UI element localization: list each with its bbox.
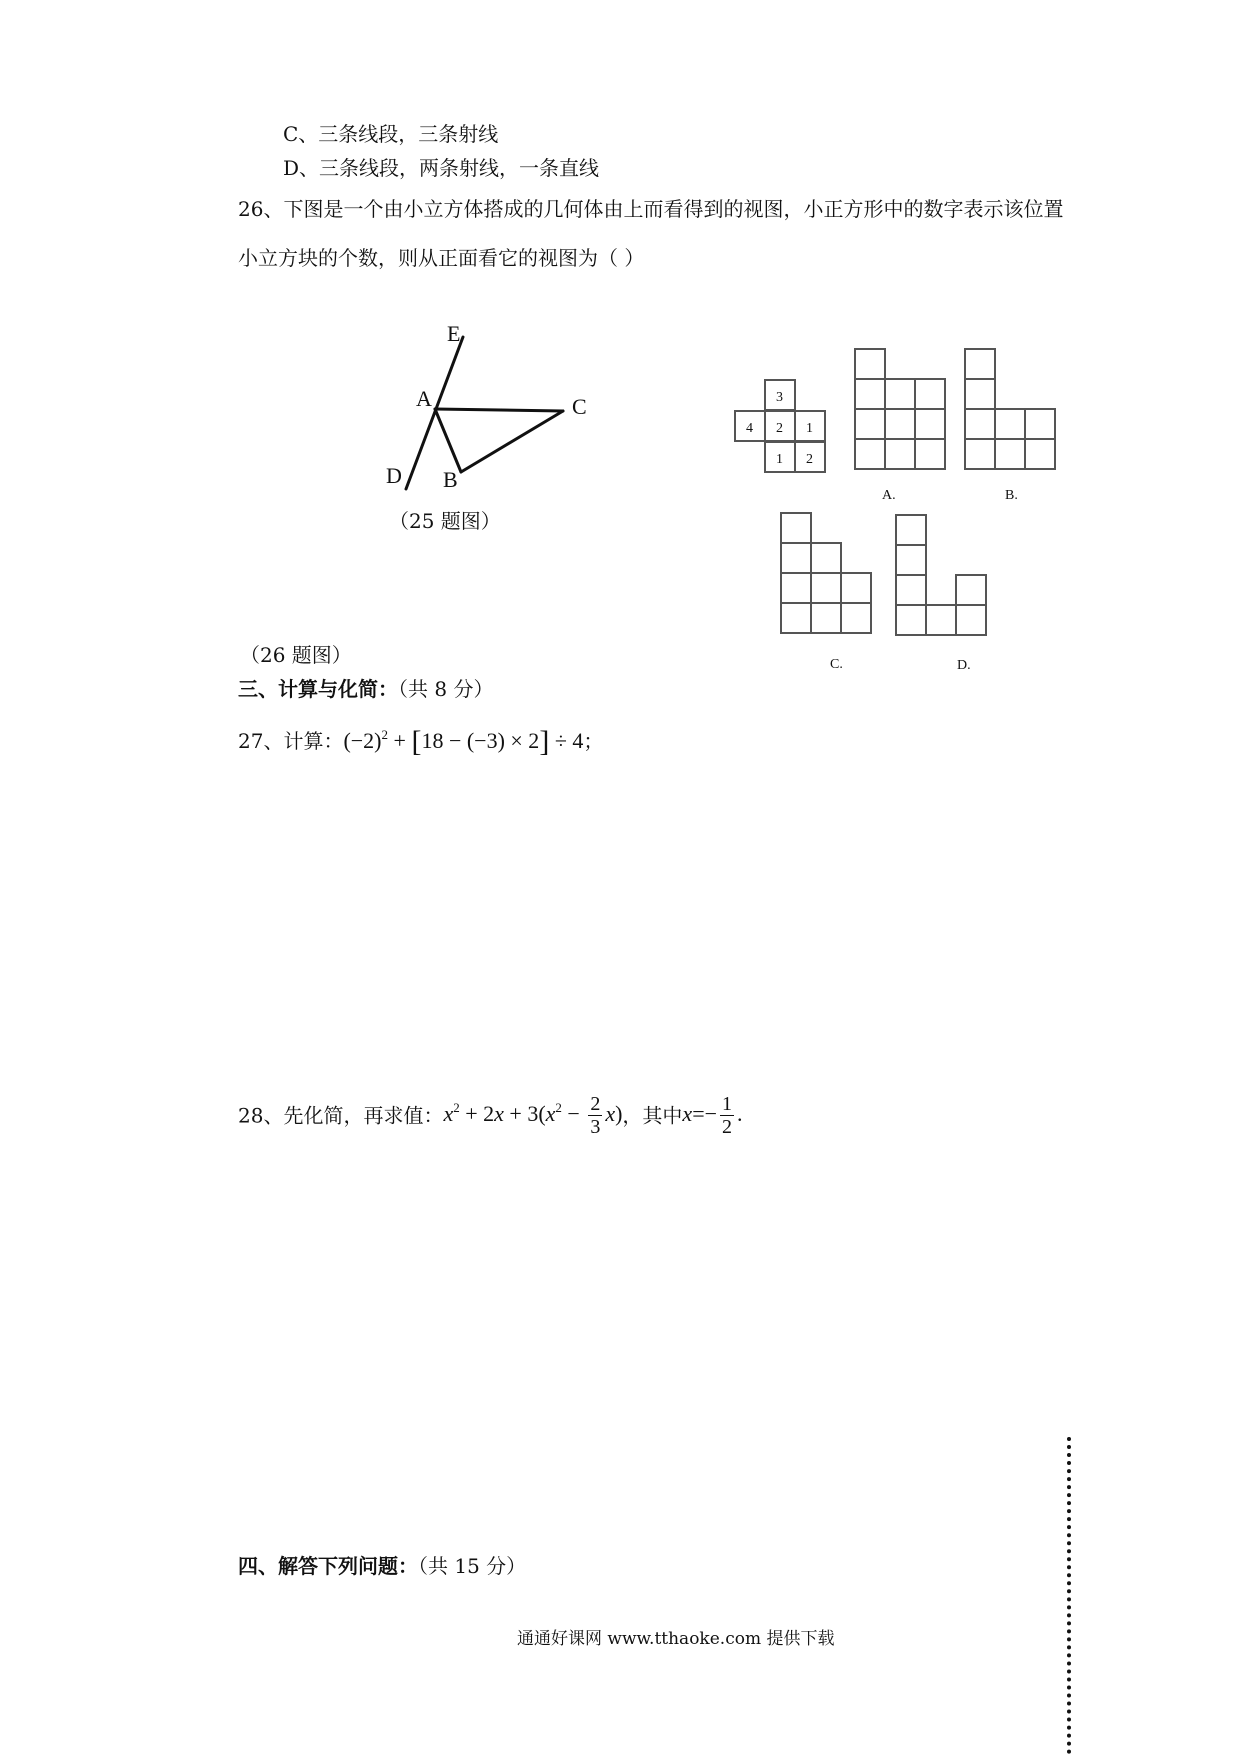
expr-part: + 3( [503,1100,546,1126]
expr-part: + 2 [459,1100,495,1126]
question-28-prefix: 28、先化简，再求值： [238,1103,444,1128]
option-d: D、三条线段，两条射线，一条直线 [283,156,600,180]
section-4-heading [238,1554,526,1578]
var-x: x [443,1100,454,1126]
expr-base: (−2) [343,728,382,753]
var-x: x [545,1100,556,1126]
period: . [737,1100,743,1126]
fraction-two-thirds [588,1093,602,1138]
question-26-line2: 小立方块的个数，则从正面看它的视图为（ ） [238,246,645,270]
expr-inner: 18 − (−3) × 2 [421,728,540,753]
var-x: x [494,1100,504,1126]
top-view-number: 4 [746,421,753,436]
segment-ab [435,409,461,472]
var-x: x [605,1100,616,1126]
exp-2: 2 [555,1099,562,1115]
section-4-score: （共 15 分） [418,1554,527,1578]
label-b: B [443,467,458,492]
exp-2: 2 [453,1099,460,1115]
fraction-denominator: 2 [722,1116,733,1138]
equals-minus: =− [692,1100,718,1126]
footer-source: 通通好课网 www.tthaoke.com 提供下载 [517,1629,835,1649]
segment-cb [461,411,563,472]
segment-ac [435,409,563,411]
figure-25 [370,321,610,535]
top-view-number: 2 [776,421,783,436]
question-27 [238,724,603,760]
question-28-value [682,1093,743,1138]
section-3-title: 三、计算与化简： [238,677,398,701]
figure-26 [725,345,1065,685]
option-d-label: D. [957,658,971,673]
question-28 [238,1093,743,1138]
label-d: D [386,463,402,488]
figure-25-caption: （25 题图） [389,509,501,533]
question-27-prefix: 27、计算： [238,729,344,753]
top-view-number: 2 [806,452,813,467]
fraction-denominator: 3 [590,1116,601,1138]
label-e: E [447,321,461,346]
left-bracket: [ [411,725,422,758]
var-x: x [682,1100,693,1126]
option-c-label: C. [830,657,843,672]
top-view-number: 1 [806,421,813,436]
section-3-score: （共 8 分） [398,677,494,701]
figure-26-caption: （26 题图） [240,643,352,667]
expr-exponent: 2 [381,727,389,742]
question-27-expression [343,725,584,758]
question-27-end: ； [583,729,604,753]
label-a: A [416,386,432,411]
top-view-number: 3 [776,390,783,405]
binding-dotted-line [1067,1437,1071,1754]
section-4-title: 四、解答下列问题： [238,1554,418,1578]
option-a-label: A. [882,488,896,503]
question-28-mid: ，其中 [622,1103,683,1128]
expr-divide: ÷ 4 [549,728,584,753]
top-view-number: 1 [776,452,783,467]
option-c: C、三条线段，三条射线 [283,122,499,146]
section-3-heading [238,677,493,701]
right-bracket: ] [539,725,550,758]
fraction-numerator: 1 [722,1093,733,1115]
option-b-label: B. [1005,488,1018,503]
label-c: C [572,394,587,419]
question-28-expression [443,1093,623,1138]
expr-plus: + [388,728,412,753]
fraction-numerator: 2 [590,1093,601,1115]
question-26-line1: 26、下图是一个由小立方体搭成的几何体由上而看得到的视图，小正方形中的数字表示该位置 [238,197,1064,221]
expr-close: ) [615,1100,623,1126]
expr-minus: − [561,1100,586,1126]
fraction-one-half [720,1093,734,1138]
